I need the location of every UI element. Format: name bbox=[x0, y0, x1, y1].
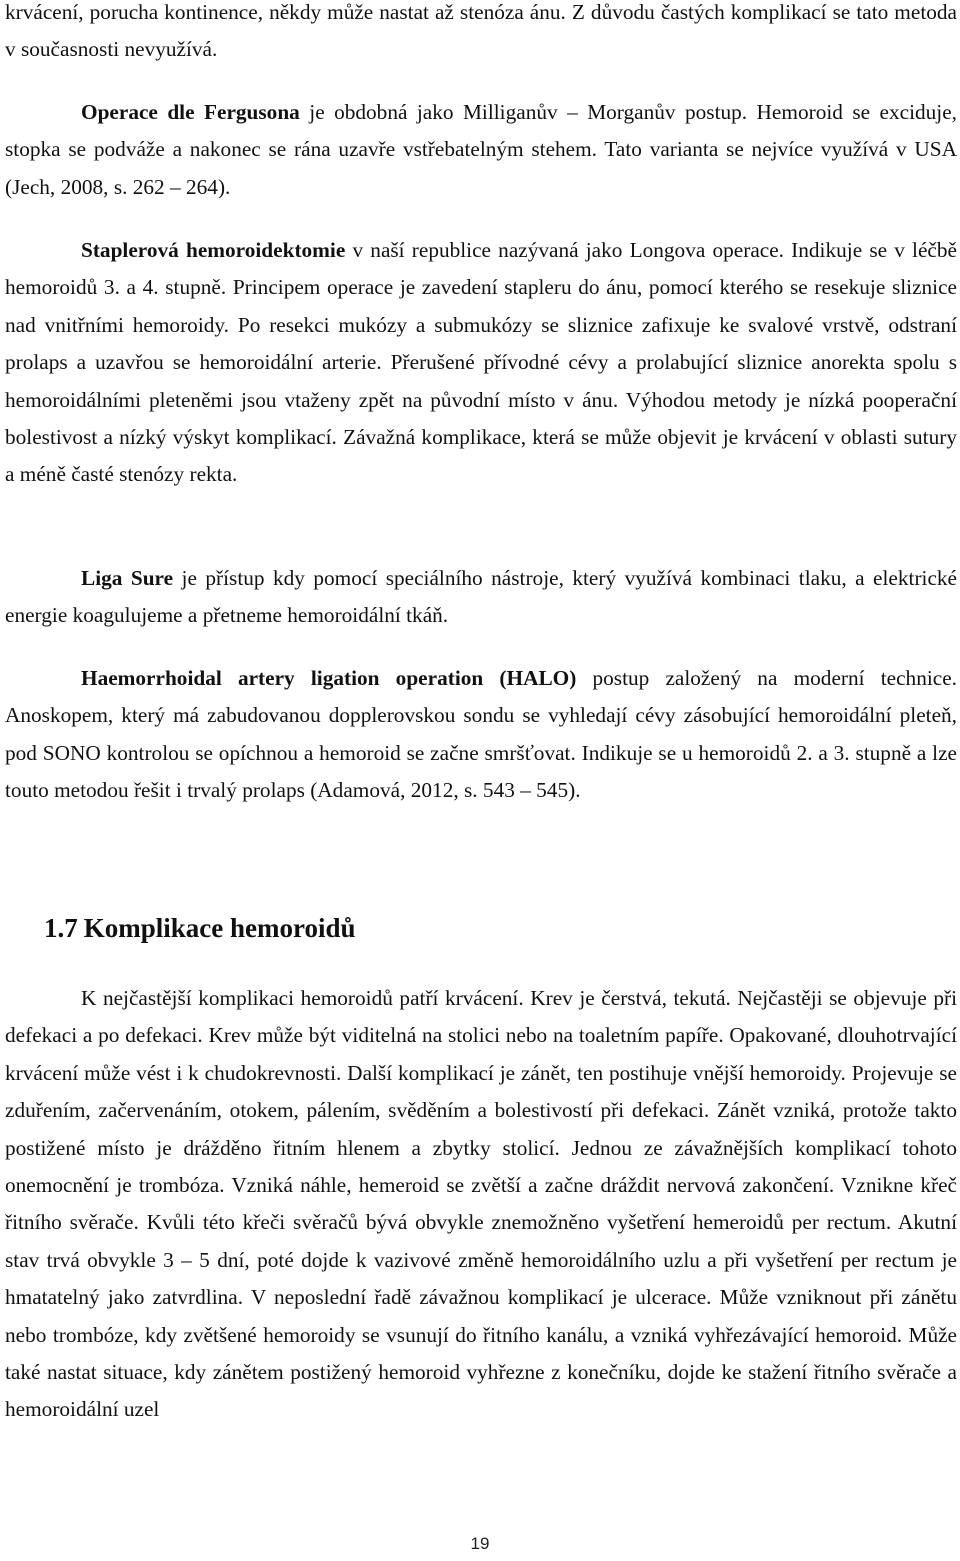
paragraph-continuation bbox=[5, 0, 957, 69]
section-heading bbox=[44, 908, 362, 948]
section-number: 1.7 bbox=[44, 913, 78, 943]
paragraph-liga-sure bbox=[5, 560, 957, 635]
page-number: 19 bbox=[470, 1534, 490, 1553]
term-ferguson: Operace dle Fergusona bbox=[81, 100, 300, 124]
paragraph-text: je obdobná jako Milliganův – Morganův postup. Hemoroid se exciduje, stopka se podváže a nakonec se rána uzavře vstřebatelným stehem. Tato varianta se nejvíce využívá v USA (Jech, 2008, s. 262 – 264). bbox=[5, 100, 958, 199]
paragraph-text: je přístup kdy pomocí speciálního nástroje, který využívá kombinaci tlaku, a elektrické energie koagulujeme a přetneme hemoroidální tkáň. bbox=[5, 566, 958, 628]
paragraph-text: v naší republice nazývaná jako Longova operace. Indikuje se v léčbě hemoroidů 3. a 4. stupně. Principem operace je zavedení stapleru do ánu, pomocí kterého se resekuje sliznice nad vnitřními hemoroidy. Po resekci mukózy a submukózy se sliznice zafixuje ke svalové vrstvě, odstraní prolaps a uzavřou se hemoroidální arterie. Přerušené přívodné cévy a prolabující sliznice anorekta spolu s hemoroidálními pleteněmi jsou vtaženy zpět na původní místo v ánu. Výhodou metody je nízká pooperační bolestivost a nízký výskyt komplikací. Závažná komplikace, která se může objevit je krvácení v oblasti sutury a méně časté stenózy rekta. bbox=[5, 238, 957, 487]
paragraph-ferguson bbox=[5, 94, 957, 206]
paragraph-text: krvácení, porucha kontinence, někdy může nastat až stenóza ánu. Z důvodu častých komplikací se tato metoda v současnosti nevyužívá. bbox=[5, 0, 957, 62]
paragraph-stapler bbox=[5, 232, 957, 494]
paragraph-text: postup založený na moderní technice. Anoskopem, který má zabudovanou dopplerovskou sondu se vyhledají cévy zásobující hemoroidální pleteň, pod SONO kontrolou se opíchnou a hemoroid se začne smršťovat. Indikuje se u hemoroidů 2. a 3. stupně a lze touto metodou řešit i trvalý prolaps (Adamová, 2012, s. 543 – 545). bbox=[5, 666, 957, 803]
paragraph-halo bbox=[5, 660, 957, 810]
paragraph-text: K nejčastější komplikaci hemoroidů patří krvácení. Krev je čerstvá, tekutá. Nejčastěji se objevuje při defekaci a po defekaci. Krev může být viditelná na stolici nebo na toaletním papíře. Opakované, dlouhotrvající krvácení může vést i k chudokrevnosti. Další komplikací je zánět, ten postihuje vnější hemoroidy. Projevuje se zduřením, začervenáním, otokem, pálením, svěděním a bolestivostí při defekaci. Zánět vzniká, protože takto postižené místo je drážděno řitním hlenem a zbytky stolicí. Jednou ze závažnějších komplikací tohoto onemocnění je trombóza. Vzniká náhle, hemeroid se zvětší a začne dráždit nervová zakončení. Vznikne křeč řitního svěrače. Kvůli této křeči svěračů bývá obvykle znemožněno vyšetření hemeroidů per rectum. Akutní stav trvá obvykle 3 – 5 dní, poté dojde k vazivové změně hemoroidálního uzlu a při vyšetření per rectum je hmatatelný jako zatvrdlina. V neposlední řadě závažnou komplikací je ulcerace. Může vzniknout při zánětu nebo trombóze, kdy zvětšené hemoroidy se vsunují do řitního kanálu, a vzniká vyhřezávající hemoroid. Může také nastat situace, kdy zánětem postižený hemoroid vyhřezne z konečníku, dojde ke stažení řitního svěrače a hemoroidální uzel bbox=[5, 986, 957, 1422]
term-halo: Haemorrhoidal artery ligation operation (HALO) bbox=[81, 666, 577, 690]
term-liga-sure: Liga Sure bbox=[81, 566, 174, 590]
section-title: Komplikace hemoroidů bbox=[83, 913, 356, 943]
term-stapler: Staplerová hemoroidektomie bbox=[81, 238, 346, 262]
paragraph-complications bbox=[5, 980, 957, 1429]
